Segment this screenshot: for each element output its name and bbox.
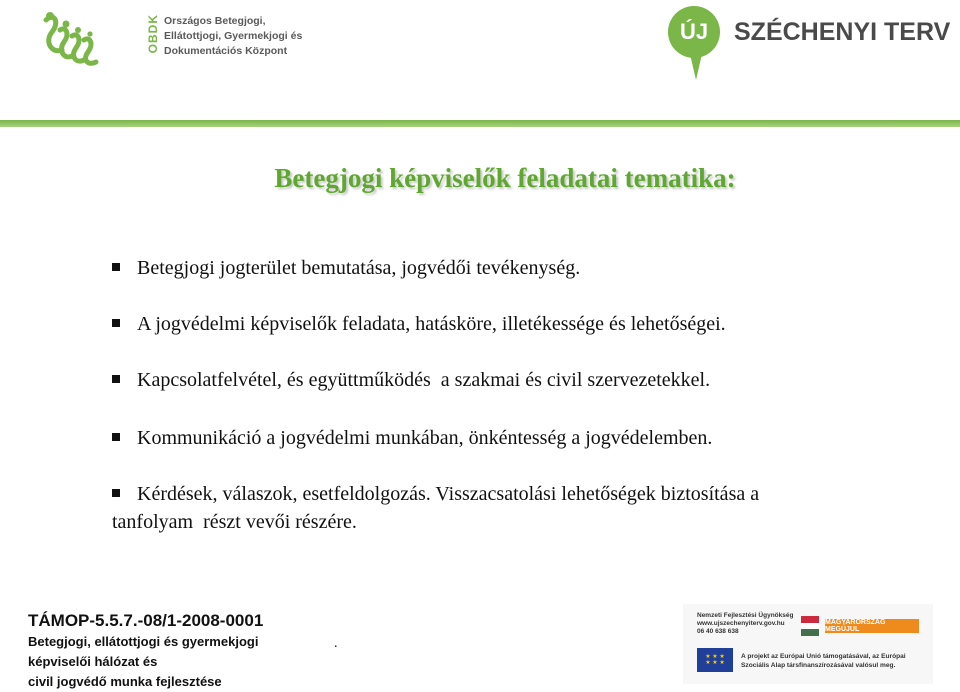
- obdk-name: Országos Betegjogi, Ellátottjogi, Gyermekjogi és Dokumentációs Központ: [164, 15, 303, 57]
- square-bullet-icon: [112, 375, 120, 383]
- obdk-logo: [40, 10, 303, 72]
- eu-flag-icon: ★ ★ ★ ★ ★ ★: [697, 648, 733, 672]
- list-item: Kommunikáció a jogvédelmi munkában, önkéntesség a jogvédelemben.: [112, 424, 912, 480]
- project-code: TÁMOP-5.5.7.-08/1-2008-0001: [28, 611, 264, 630]
- square-bullet-icon: [112, 489, 120, 497]
- project-title-line: civil jogvédő munka fejlesztése: [28, 674, 222, 689]
- stray-dot: .: [334, 636, 338, 651]
- uj-badge: ÚJ: [668, 6, 720, 58]
- list-item-continuation: tanfolyam részt vevői részére.: [112, 511, 357, 533]
- hungarian-flag-icon: [801, 616, 819, 636]
- obdk-abbreviation: OBDK: [146, 14, 160, 54]
- eu-funding-notice: A projekt az Európai Unió támogatásával, az Európai Szociális Alap társfinanszírozásával valósul meg.: [741, 653, 906, 669]
- slide-title: Betegjogi képviselők feladatai tematika:: [274, 163, 736, 193]
- header-divider: [0, 120, 960, 127]
- obdk-figures-icon: [40, 10, 104, 68]
- project-footer: [28, 610, 263, 692]
- nfu-agency-info: Nemzeti Fejlesztési Ügynökség www.ujszechenyiterv.gov.hu 06 40 638 638: [697, 612, 794, 635]
- project-title-line: képviselői hálózat és: [28, 654, 158, 669]
- topic-list: [112, 254, 912, 536]
- project-title-line: Betegjogi, ellátottjogi és gyermekjogi: [28, 634, 259, 649]
- list-item: Kapcsolatfelvétel, és együttműködés a szakmai és civil szervezetekkel.: [112, 366, 912, 424]
- funding-logo-box: [683, 604, 933, 684]
- list-item: A jogvédelmi képviselők feladata, hatásköre, illetékessége és lehetőségei.: [112, 310, 912, 366]
- square-bullet-icon: [112, 319, 120, 327]
- magyarorszag-megujul-banner: MAGYARORSZÁG MEGÚJUL: [825, 619, 919, 633]
- uj-badge-pointer-icon: [690, 54, 702, 80]
- list-item: Betegjogi jogterület bemutatása, jogvédői tevékenység.: [112, 254, 912, 310]
- square-bullet-icon: [112, 433, 120, 441]
- szechenyi-terv-logo: SZÉCHENYI TERV: [734, 18, 951, 46]
- list-item: Kérdések, válaszok, esetfeldolgozás. Visszacsatolási lehetőségek biztosítása a tanfolyam részt vevői részére.: [112, 480, 912, 536]
- square-bullet-icon: [112, 263, 120, 271]
